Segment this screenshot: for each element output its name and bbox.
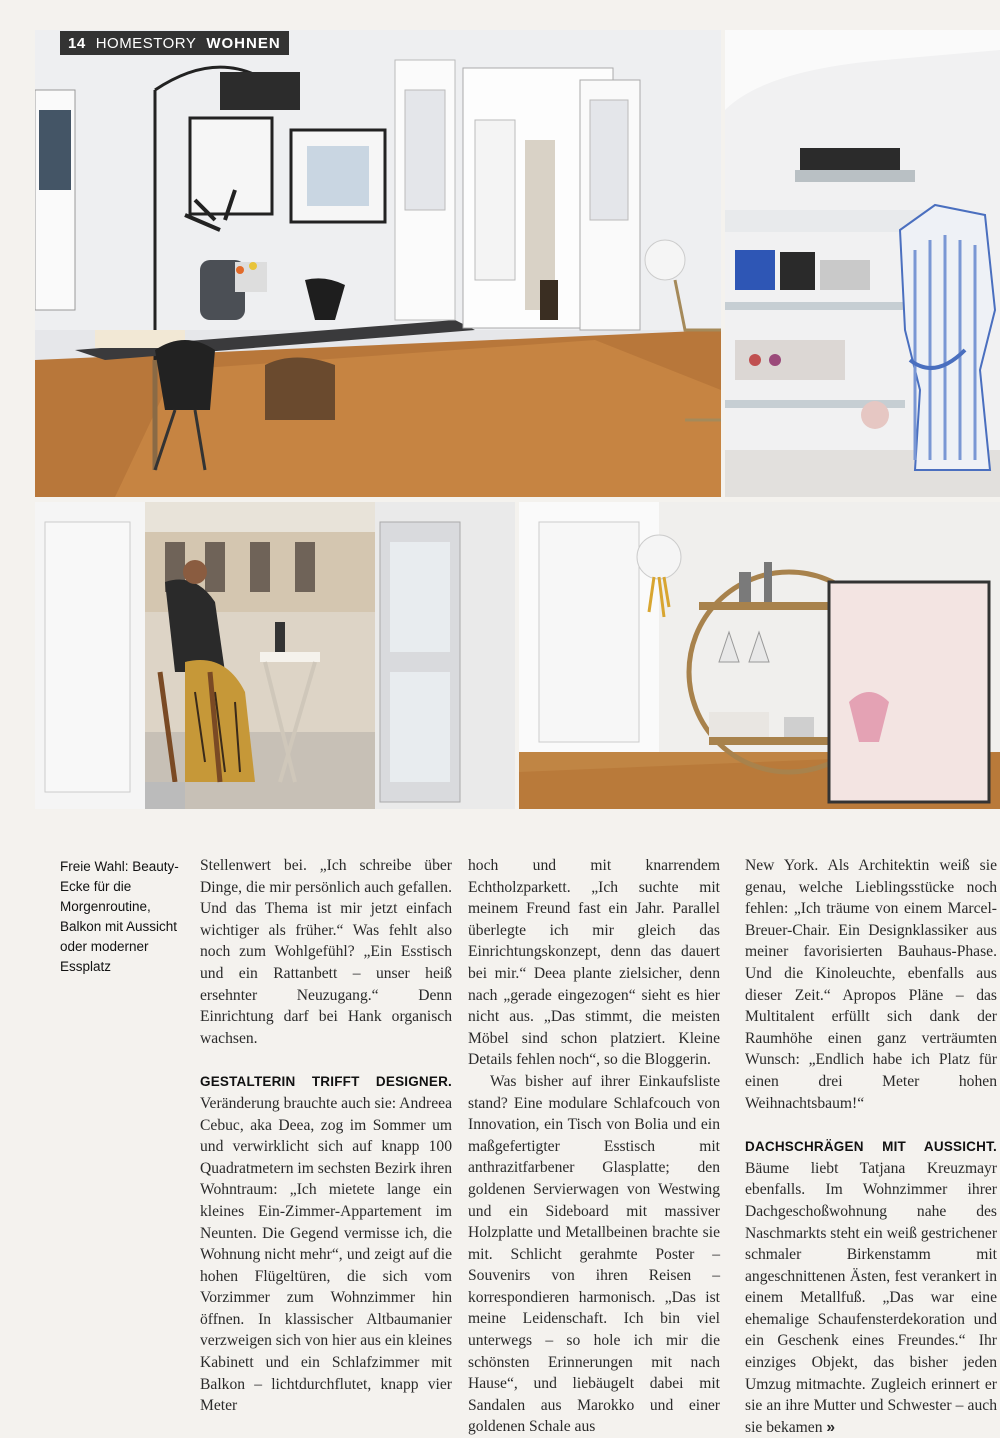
article-column-2	[468, 855, 720, 1438]
balcony-photo	[35, 502, 515, 809]
paragraph	[200, 1071, 452, 1417]
beauty-shelf-photo	[725, 30, 1000, 497]
continue-arrow-icon: »	[826, 1418, 836, 1436]
paragraph: Was bisher auf ihrer Einkaufsliste stand? Eine modulare Schlafcouch von Innovation, ein Tisch von Bolia und ein maßgefertigter Esstisch mit anthrazitfarbener Glasplatte; den goldenen Servierwagen von Westwing und ein Sideboard mit massiver Holzplatte und Metallbeinen brachte sie mit. Schlicht gerahmte Poster – Souvenirs von ihren Reisen – korrespondieren harmonisch. „Das ist meine Leidenschaft. Ich bin viel unterwegs – so hole ich mir die schönsten Erinnerungen mit nach Hause“, und liebäugelt dabei mit Sandalen aus Marokko und einer goldenen Schale aus	[468, 1072, 720, 1436]
paragraph: hoch und mit knarrendem Echtholzparkett. „Ich suchte mit meinem Freund fast ein Jahr. Parallel überlegte ich mir gleich das Einrichtungskonzept, denn das dauert bei mir.“ Deea plante zielsicher, denn nach „gerade eingezogen“ sieht es hier nicht aus. „Das stimmt, die meisten Möbel sind schon platziert. Kleine Details fehlen noch“, so die Bloggerin.	[468, 857, 720, 1069]
section-label: HOMESTORY	[95, 34, 197, 52]
paragraph-text: Bäume liebt Tatjana Kreuzmayr ebenfalls. Im Wohnzimmer ihrer Dachgeschoßwohnung nahe des Naschmarkts steht ein weiß gestrichener schmaler Birkenstamm mit angeschnittenen Ästen, fest verankert in einem Metallfuß. „Das war eine ehemalige Schaufensterdekoration und ein Geschenk eines Freundes.“ Ihr einziges Objekt, das bisher jeden Umzug mitmachte. Zugleich erinnert er sie an ihre Mutter und Schwester – auch sie bekamen	[745, 1159, 998, 1436]
paragraph-text: Veränderung brauchte auch sie: Andreea Cebuc, aka Deea, zog im Sommer um und verwirklicht sich auf knapp 100 Quadratmetern im sechsten Bezirk ihren Wohntraum: „Ich mietete lange ein kleines Ein-Zimmer-Appartement im Neunten. Die Gegend vermisse ich, die Wohnung nicht mehr“, und zeigt auf die hohen Flügeltüren, die sich vom Vorzimmer zum Wohnzimmer hin öffnen. In klassischer Altbaumanier verzweigen sich von hier aus ein kleines Kabinett und ein Schlafzimmer mit Balkon – lichtdurchflutet, knapp vier Meter	[200, 1094, 453, 1415]
paragraph: Stellenwert bei. „Ich schreibe über Dinge, die mir persönlich auch gefallen. Und das Thema ist mir jetzt einfach wichtiger als früher.“ Was fehlt also noch zum Wohlgefühl? „Ein Esstisch und ein Rattanbett – unser heiß ersehnter Neuzugang.“ Denn Einrichtung darf bei Hank organisch wachsen.	[200, 857, 452, 1047]
bar-cart-photo	[519, 502, 1000, 809]
subheading: GESTALTERIN TRIFFT DESIGNER.	[200, 1074, 452, 1090]
caption-text: Beauty-Ecke für die Morgenroutine, Balkon mit Aussicht oder moderner Essplatz	[60, 859, 179, 974]
article-column-1	[200, 855, 452, 1417]
page-header	[60, 31, 289, 55]
caption-lead: Freie Wahl:	[60, 859, 129, 874]
section-keyword: WOHNEN	[206, 34, 281, 52]
paragraph: New York. Als Architektin weiß sie genau, welche Lieblingsstücke noch fehlen: „Ich träume von einem Marcel-Breuer-Chair. Ein Designklassiker aus meiner favorisierten Bauhaus-Phase. Und die Kinoleuchte, ebenfalls aus dieser Zeit.“ Apropos Pläne – das Multitalent erfüllt sich dank der Raumhöhe einen ganz verträumten Wunsch: „Endlich habe ich Platz für einen drei Meter hohen Weihnachtsbaum!“	[745, 857, 997, 1112]
dining-room-photo	[35, 30, 721, 497]
page-number: 14	[68, 34, 86, 52]
article-column-3	[745, 855, 997, 1438]
photo-caption	[60, 857, 185, 977]
paragraph	[745, 1136, 997, 1438]
subheading: DACHSCHRÄGEN MIT AUSSICHT.	[745, 1139, 997, 1155]
